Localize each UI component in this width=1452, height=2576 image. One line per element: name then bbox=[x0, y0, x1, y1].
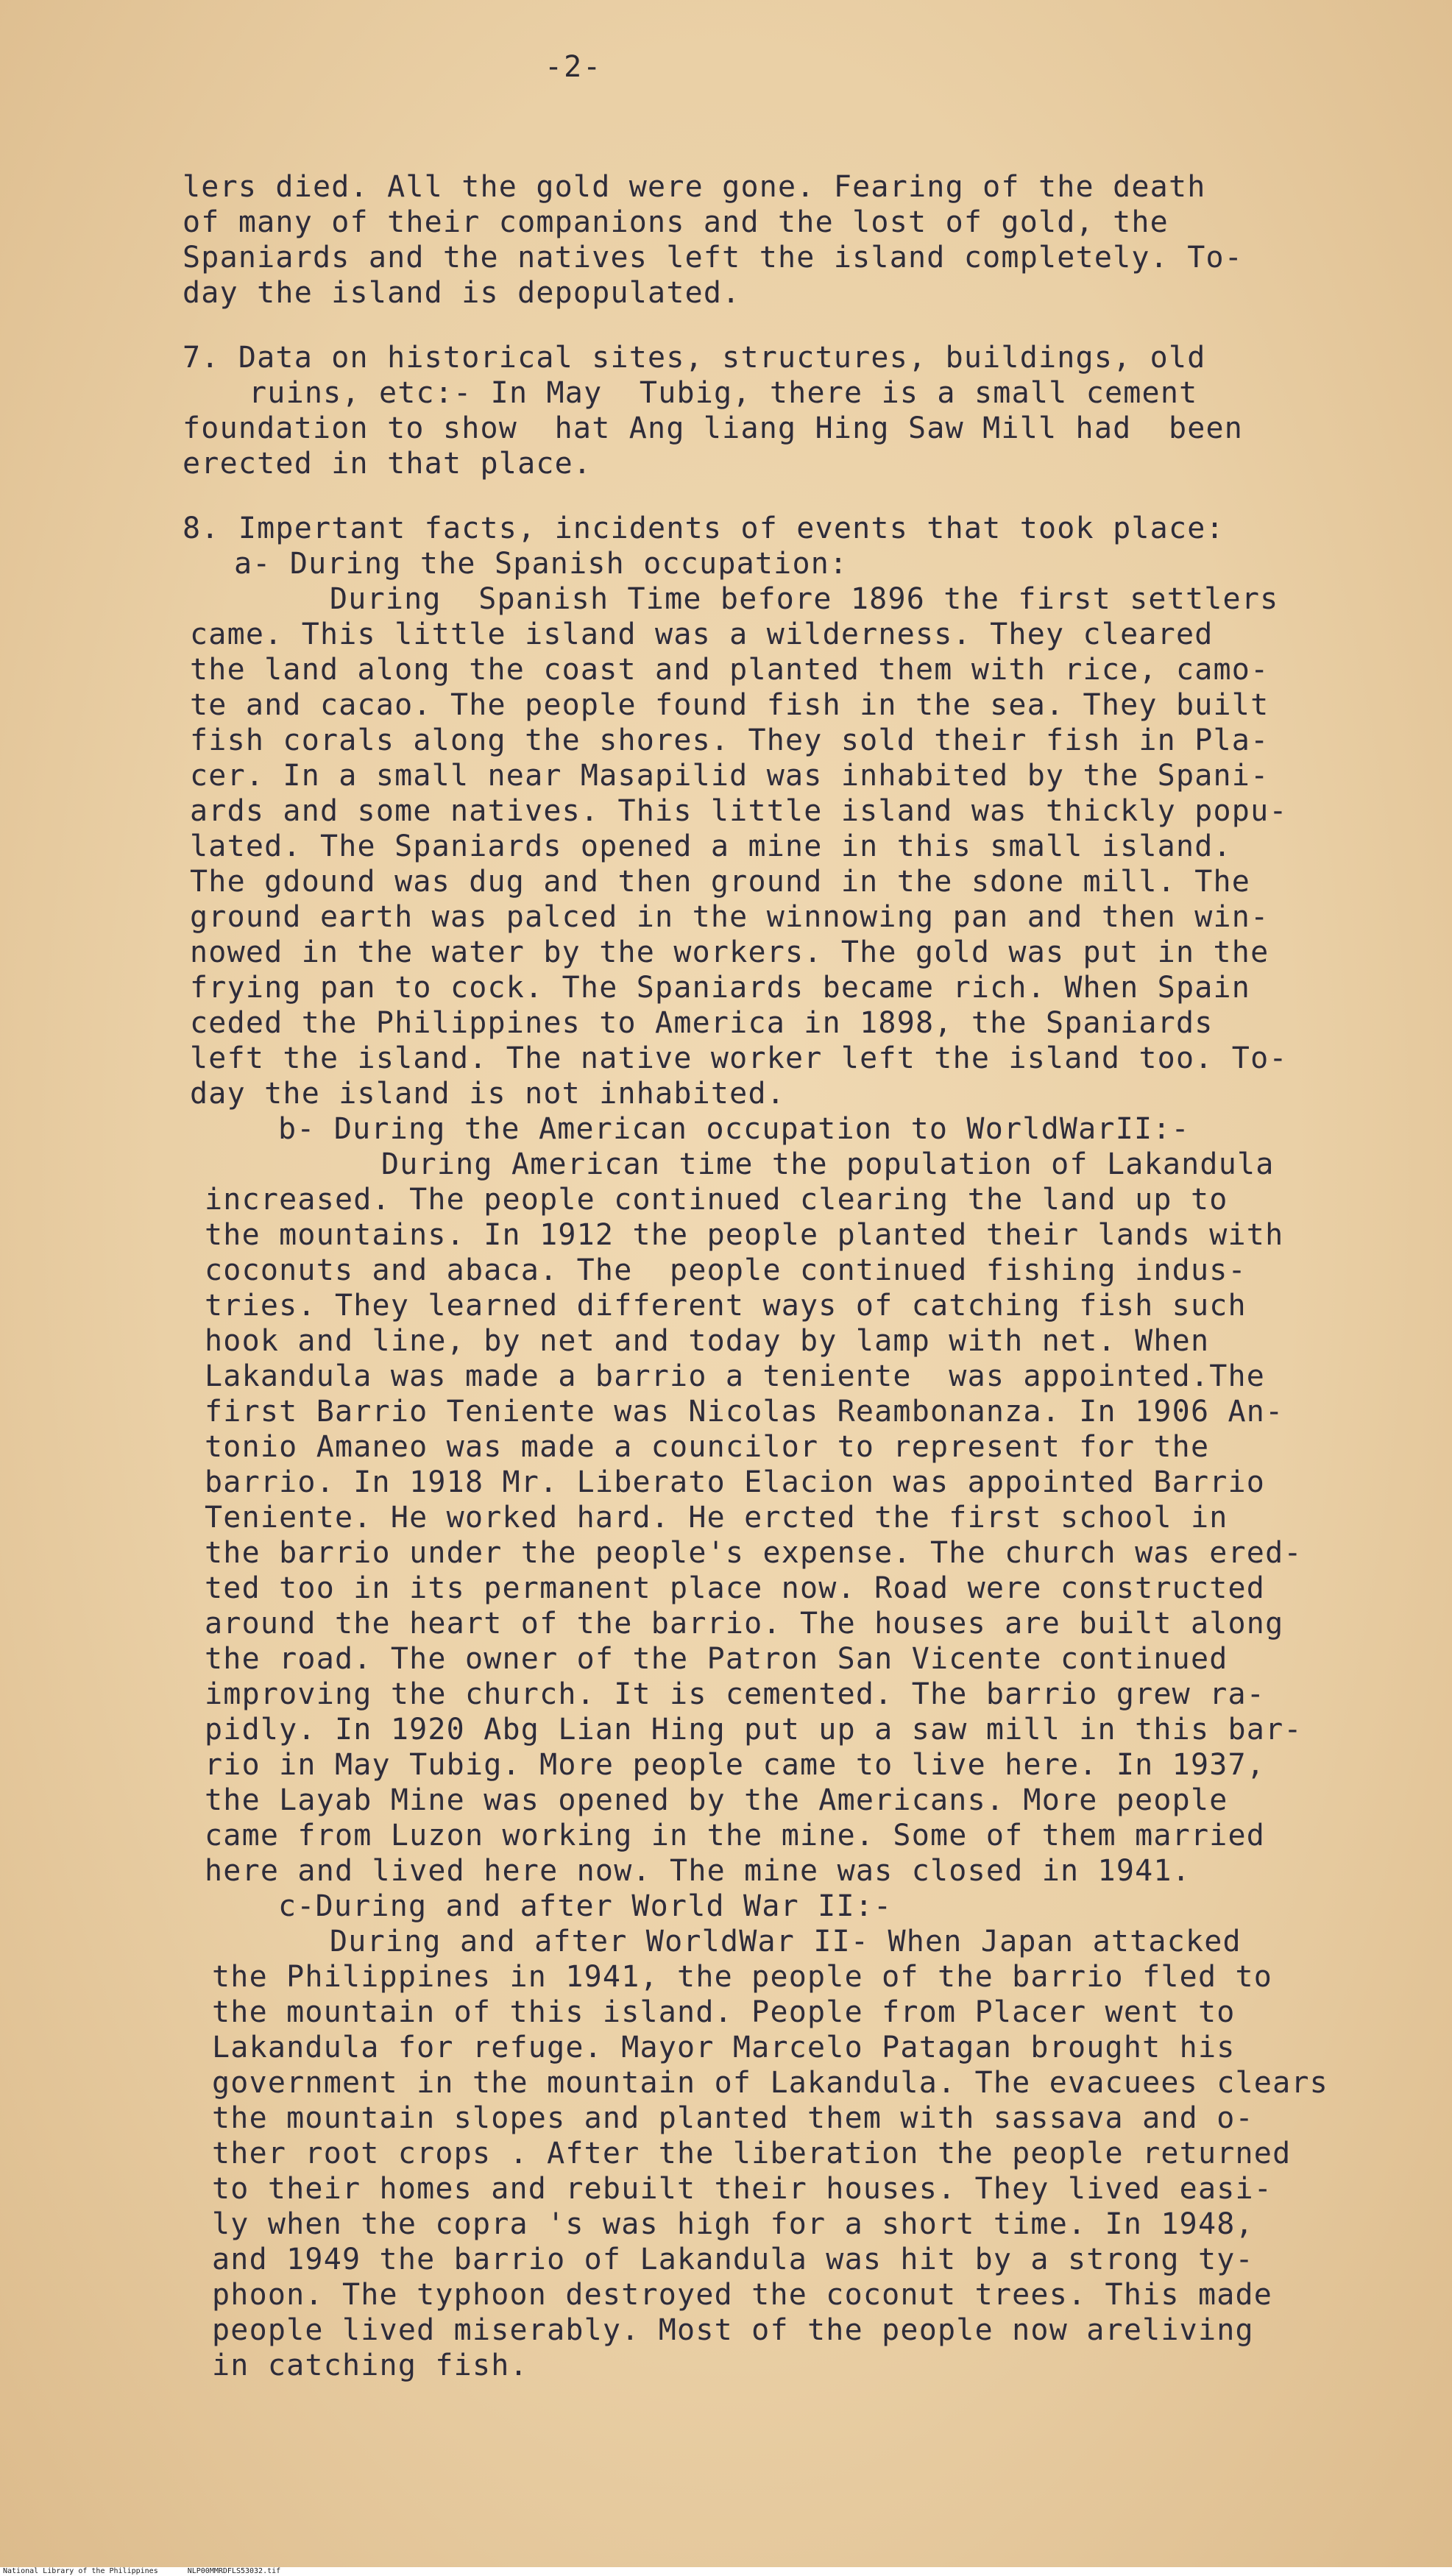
text-line: phoon. The typhoon destroyed the coconut trees. This made bbox=[212, 2278, 1273, 2312]
text-line: to their homes and rebuilt their houses. They lived easi- bbox=[212, 2172, 1273, 2206]
text-line: lers died. All the gold were gone. Fearing of the death bbox=[183, 170, 1206, 204]
text-line: the land along the coast and planted them with rice, camo- bbox=[190, 653, 1269, 687]
text-line: ruins, etc:- In May Tubig, there is a small cement bbox=[249, 376, 1198, 410]
text-line: in catching fish. bbox=[212, 2349, 528, 2382]
text-line: came from Luzon working in the mine. Some of them married bbox=[205, 1819, 1266, 1853]
text-line: Spaniards and the natives left the island completely. To- bbox=[183, 241, 1244, 275]
text-line: erected in that place. bbox=[183, 447, 592, 481]
section-heading: c-During and after World War II:- bbox=[278, 1889, 893, 1923]
text-line: lated. The Spaniards opened a mine in this small island. bbox=[190, 829, 1232, 863]
text-line: 7. Data on historical sites, structures, buildings, old bbox=[183, 341, 1206, 375]
text-line: day the island is not inhabited. bbox=[190, 1077, 786, 1111]
text-line: fish corals along the shores. They sold their fish in Pla- bbox=[190, 723, 1269, 757]
text-line: Teniente. He worked hard. He ercted the first school in bbox=[205, 1501, 1228, 1535]
text-line: ther root crops . After the liberation the people returned bbox=[212, 2137, 1292, 2170]
scan-footer bbox=[0, 2567, 1452, 2576]
text-line: improving the church. It is cemented. The barrio grew ra- bbox=[205, 1677, 1266, 1711]
text-line: the mountains. In 1912 the people planted their lands with bbox=[205, 1218, 1284, 1252]
text-line: 8. Impertant facts, incidents of events that took place: bbox=[183, 512, 1225, 545]
text-line: coconuts and abaca. The people continued fishing indus- bbox=[205, 1253, 1247, 1287]
text-line: the Philippines in 1941, the people of the barrio fled to bbox=[212, 1960, 1273, 1994]
text-line: During and after WorldWar II- When Japan attacked bbox=[330, 1925, 1242, 1958]
text-line: increased. The people continued clearing the land up to bbox=[205, 1183, 1228, 1217]
text-line: ground earth was palced in the winnowing pan and then win- bbox=[190, 900, 1269, 934]
text-line: came. This little island was a wilderness. They cleared bbox=[190, 618, 1214, 651]
text-line: around the heart of the barrio. The houses are built along bbox=[205, 1607, 1284, 1641]
text-line: te and cacao. The people found fish in the sea. They built bbox=[190, 688, 1269, 722]
text-line: The gdound was dug and then ground in the sdone mill. The bbox=[190, 865, 1251, 899]
text-line: hook and line, by net and today by lamp with net. When bbox=[205, 1324, 1210, 1358]
text-line: the mountain of this island. People from Placer went to bbox=[212, 1995, 1236, 2029]
section-heading: a- During the Spanish occupation: bbox=[234, 547, 849, 581]
footer-institution: National Library of the Philippines bbox=[3, 2567, 158, 2575]
text-line: here and lived here now. The mine was closed in 1941. bbox=[205, 1854, 1191, 1888]
text-line: ted too in its permanent place now. Road were constructed bbox=[205, 1571, 1266, 1605]
text-line: frying pan to cock. The Spaniards became rich. When Spain bbox=[190, 971, 1251, 1005]
text-line: the mountain slopes and planted them with sassava and o- bbox=[212, 2101, 1254, 2135]
text-line: the Layab Mine was opened by the Americans. More people bbox=[205, 1783, 1228, 1817]
text-line: tonio Amaneo was made a councilor to represent for the bbox=[205, 1430, 1210, 1464]
footer-file-code: NLP00MMRDFLS53032.tif bbox=[187, 2567, 281, 2575]
text-line: Lakandula for refuge. Mayor Marcelo Patagan brought his bbox=[212, 2031, 1236, 2064]
text-line: ards and some natives. This little island was thickly popu- bbox=[190, 794, 1288, 828]
text-line: Lakandula was made a barrio a teniente was appointed.The bbox=[205, 1359, 1266, 1393]
text-line: people lived miserably. Most of the people now areliving bbox=[212, 2313, 1254, 2347]
text-line: tries. They learned different ways of catching fish such bbox=[205, 1289, 1247, 1323]
text-line: nowed in the water by the workers. The gold was put in the bbox=[190, 935, 1269, 969]
text-line: the road. The owner of the Patron San Vicente continued bbox=[205, 1642, 1228, 1676]
text-line: first Barrio Teniente was Nicolas Reambonanza. In 1906 An- bbox=[205, 1395, 1284, 1429]
text-line: government in the mountain of Lakandula. The evacuees clears bbox=[212, 2066, 1328, 2100]
text-line: of many of their companions and the lost of gold, the bbox=[183, 205, 1169, 239]
text-line: During American time the population of Lakandula bbox=[381, 1147, 1275, 1181]
text-line: day the island is depopulated. bbox=[183, 276, 741, 310]
text-line: barrio. In 1918 Mr. Liberato Elacion was appointed Barrio bbox=[205, 1465, 1266, 1499]
text-line: cer. In a small near Masapilid was inhabited by the Spani- bbox=[190, 759, 1269, 793]
text-line: During Spanish Time before 1896 the first settlers bbox=[330, 582, 1279, 616]
text-line: pidly. In 1920 Abg Lian Hing put up a saw mill in this bar- bbox=[205, 1713, 1303, 1747]
page-number: -2- bbox=[545, 50, 603, 84]
text-line: ly when the copra 's was high for a short time. In 1948, bbox=[212, 2207, 1254, 2241]
text-line: rio in May Tubig. More people came to live here. In 1937, bbox=[205, 1748, 1266, 1782]
text-line: foundation to show hat Ang liang Hing Saw Mill had been bbox=[183, 411, 1244, 445]
text-line: the barrio under the people's expense. The church was ered- bbox=[205, 1536, 1303, 1570]
section-heading: b- During the American occupation to WorldWarII:- bbox=[278, 1112, 1190, 1146]
text-line: ceded the Philippines to America in 1898, the Spaniards bbox=[190, 1006, 1214, 1040]
text-line: and 1949 the barrio of Lakandula was hit by a strong ty- bbox=[212, 2243, 1254, 2276]
text-line: left the island. The native worker left the island too. To- bbox=[190, 1041, 1288, 1075]
